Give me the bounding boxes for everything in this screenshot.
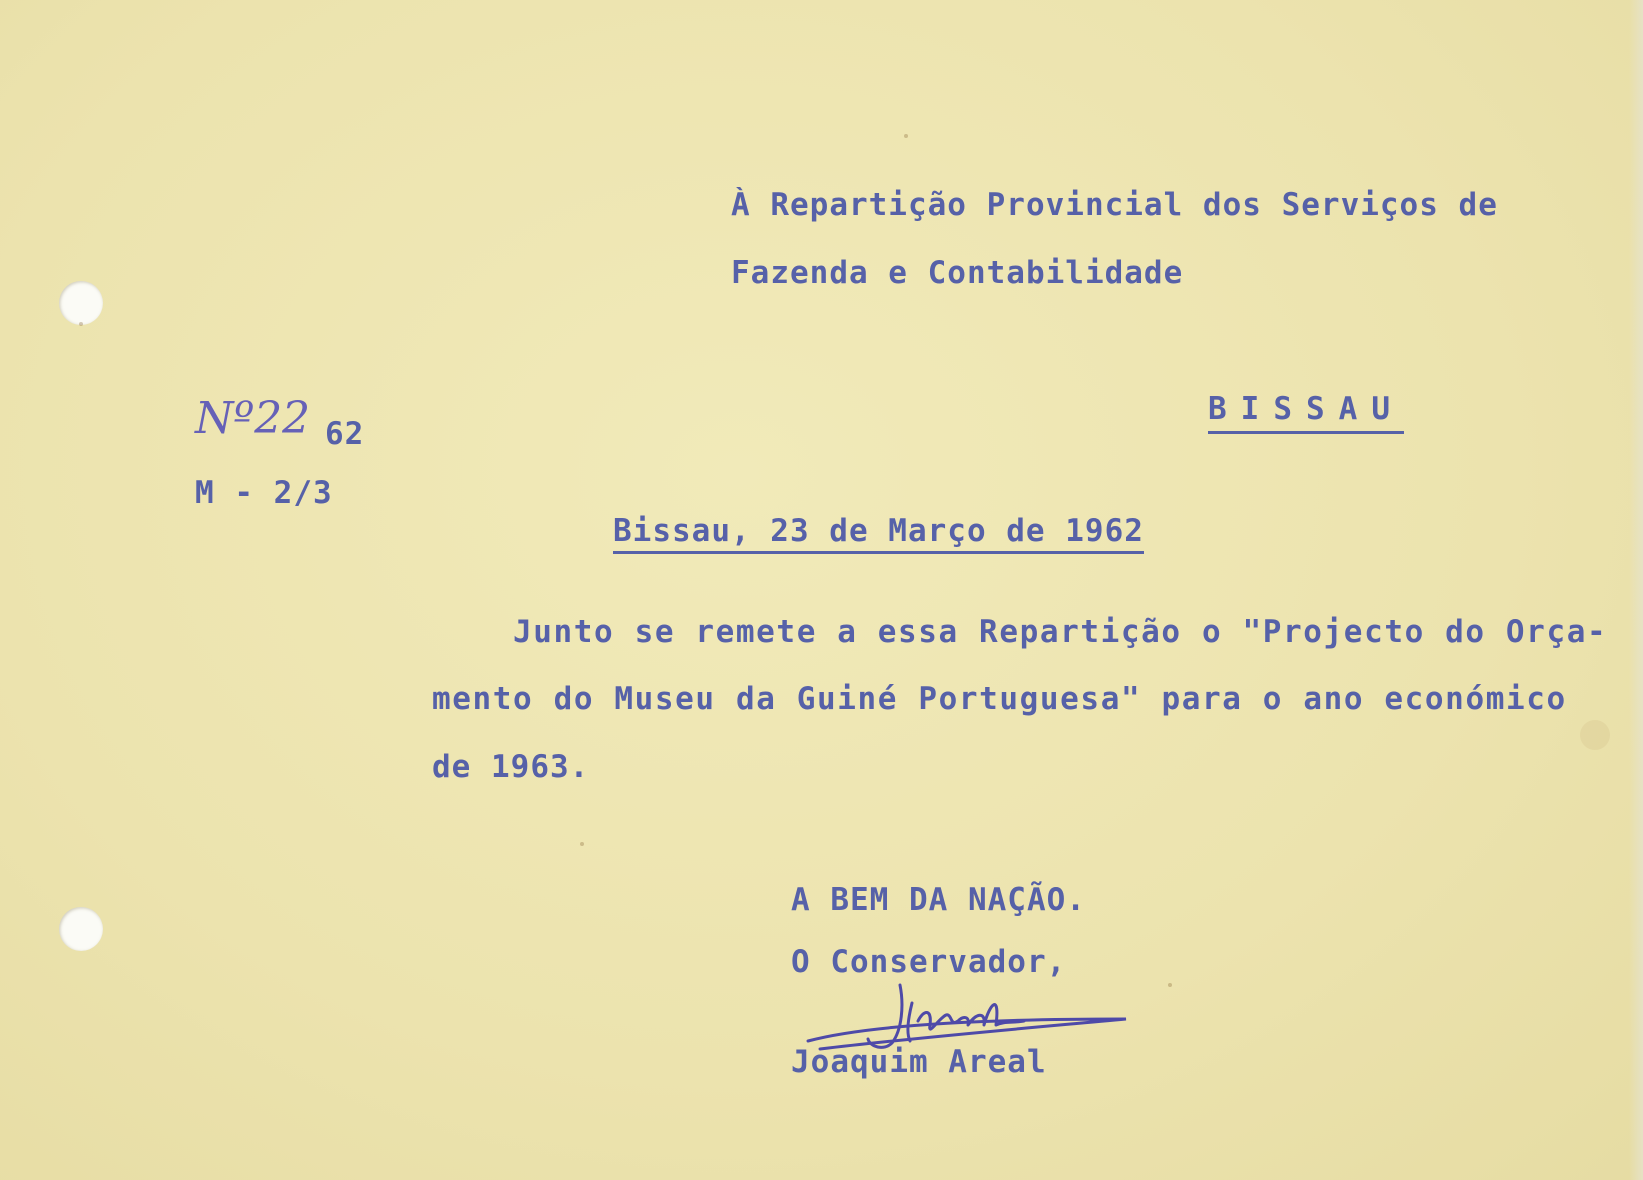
handwritten-signature [800,975,1130,1055]
body-line-3: de 1963. [432,749,590,785]
paper-edge [1629,0,1643,1180]
closing-salutation: A BEM DA NAÇÃO. [791,882,1086,918]
body-line-1: Junto se remete a essa Repartição o "Projecto do Orça- [513,614,1608,650]
punch-hole-top [59,281,103,325]
reference-code: M - 2/3 [195,475,333,511]
reference-number-handwritten: Nº22 [195,393,311,444]
date-line: Bissau, 23 de Março de 1962 [613,516,1144,554]
punch-hole-bottom [59,907,103,951]
addressee-line-1: À Repartição Provincial dos Serviços de [731,187,1498,223]
signer-name: Joaquim Areal [791,1044,1047,1080]
reference-year-suffix: 62 [325,416,365,452]
body-line-2: mento do Museu da Guiné Portuguesa" para o ano económico [432,681,1567,717]
closing-role: O Conservador, [791,944,1067,980]
city-heading: BISSAU [1208,394,1404,434]
addressee-line-2: Fazenda e Contabilidade [731,255,1184,291]
